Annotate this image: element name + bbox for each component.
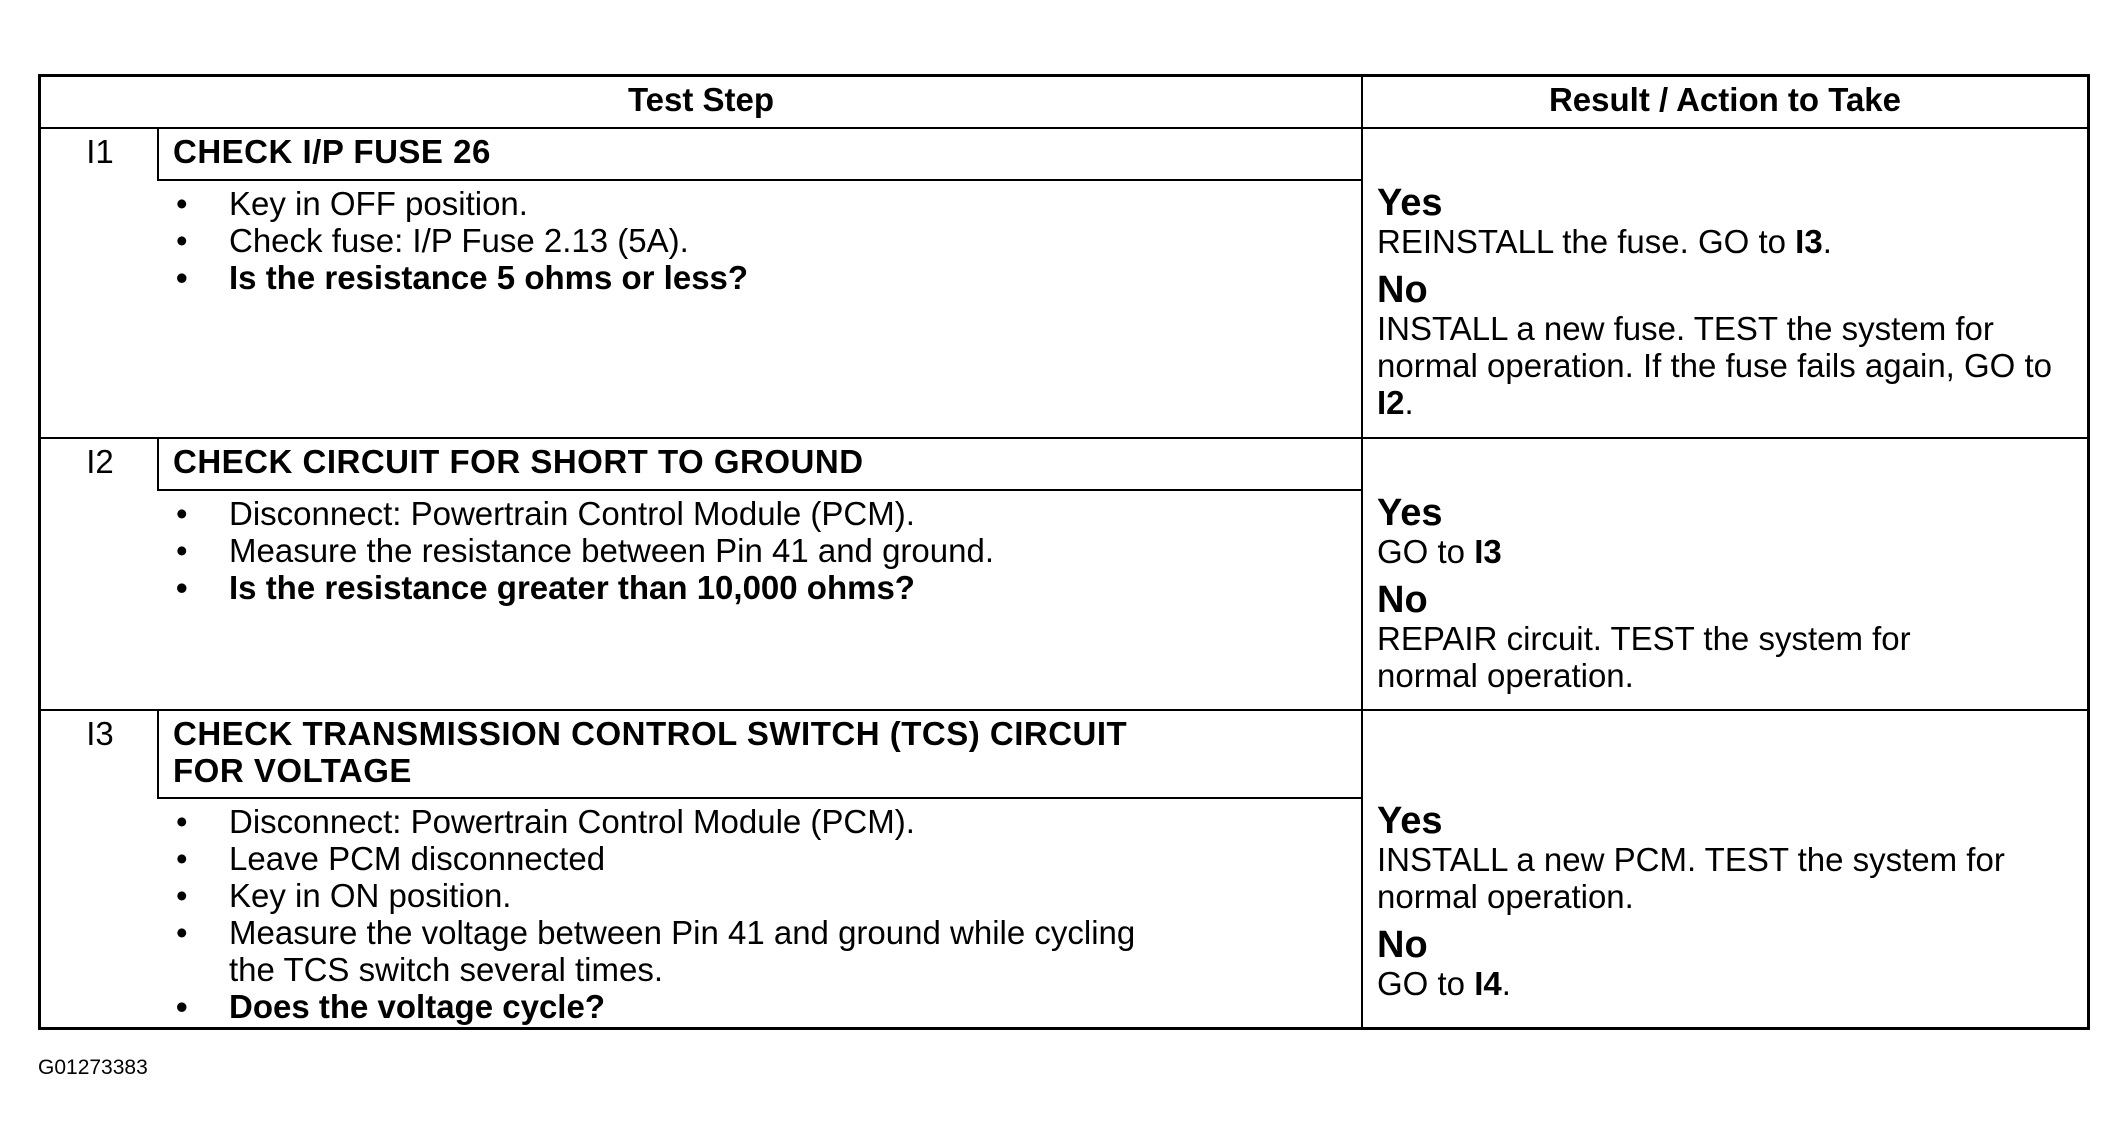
step-divider (41, 709, 2087, 711)
step-question-i3: • Does the voltage cycle? (176, 988, 605, 1025)
step-id-i1: I1 (86, 133, 114, 170)
yes-label: Yes (1377, 492, 1443, 534)
header-divider (41, 127, 2087, 129)
step-bullets-i2 (173, 495, 994, 606)
yes-action: INSTALL a new PCM. TEST the system for normal operation. (1377, 841, 2005, 915)
column-divider (1361, 77, 1363, 1027)
title-divider (157, 179, 1361, 181)
step-title-i2: CHECK CIRCUIT FOR SHORT TO GROUND (173, 443, 864, 480)
step-divider (41, 437, 2087, 439)
step-question-i1: • Is the resistance 5 ohms or less? (176, 259, 749, 296)
list-item: • Measure the voltage between Pin 41 and ground while cycling (176, 914, 1136, 951)
step-bullets-i3 (173, 803, 1135, 1025)
list-item: • Leave PCM disconnected (176, 840, 606, 877)
list-item: • Key in OFF position. (176, 185, 528, 222)
no-label: No (1377, 579, 1428, 621)
no-label: No (1377, 269, 1428, 311)
step-question-i2: • Is the resistance greater than 10,000 ohms? (176, 569, 915, 606)
no-action: GO to I4. (1377, 965, 1511, 1002)
header-test-step: Test Step (627, 81, 775, 118)
result-i3 (1377, 801, 2087, 1002)
step-id-i3: I3 (86, 715, 114, 752)
title-divider (157, 489, 1361, 491)
diagnostic-table (38, 74, 2090, 1030)
list-item: • Check fuse: I/P Fuse 2.13 (5A). (176, 222, 689, 259)
list-item: • Disconnect: Powertrain Control Module (PCM). (176, 495, 915, 532)
yes-label: Yes (1377, 182, 1443, 224)
no-action: REPAIR circuit. TEST the system for normal operation. (1377, 620, 1911, 694)
step-title-i1: CHECK I/P FUSE 26 (173, 133, 491, 170)
yes-action: REINSTALL the fuse. GO to I3. (1377, 223, 1832, 260)
list-item: • Key in ON position. (176, 877, 512, 914)
result-i1 (1377, 183, 2087, 421)
figure-code: G01273383 (38, 1056, 148, 1079)
no-label: No (1377, 924, 1428, 966)
list-item-continuation: the TCS switch several times. (229, 951, 664, 988)
result-i2 (1377, 493, 2087, 694)
list-item: • Measure the resistance between Pin 41 and ground. (176, 532, 994, 569)
yes-label: Yes (1377, 800, 1443, 842)
no-action: INSTALL a new fuse. TEST the system for normal operation. If the fuse fails again, GO to I2. (1377, 310, 2053, 421)
step-title-i3: CHECK TRANSMISSION CONTROL SWITCH (TCS) CIRCUIT FOR VOLTAGE (173, 715, 1128, 789)
step-bullets-i1 (173, 185, 748, 296)
step-id-i2: I2 (86, 443, 114, 480)
header-result-action: Result / Action to Take (1548, 81, 1902, 118)
yes-action: GO to I3 (1377, 533, 1502, 570)
title-divider (157, 797, 1361, 799)
list-item: • Disconnect: Powertrain Control Module (PCM). (176, 803, 915, 840)
